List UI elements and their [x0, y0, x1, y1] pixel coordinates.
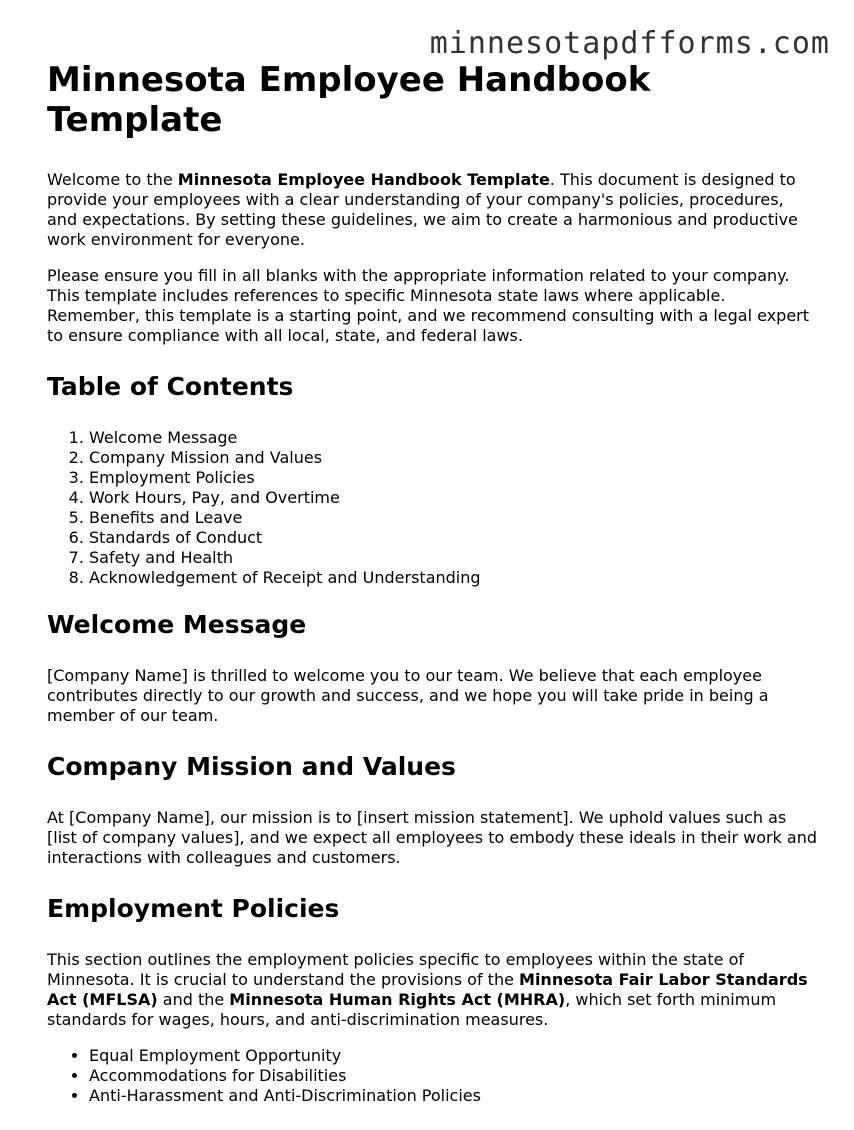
- toc-item: 3. Employment Policies: [89, 468, 817, 488]
- toc-item: 1. Welcome Message: [89, 428, 817, 448]
- intro-bold-title: Minnesota Employee Handbook Template: [177, 170, 550, 189]
- document-page: [47, 60, 817, 1130]
- toc-item: 8. Acknowledgement of Receipt and Understanding: [89, 568, 817, 588]
- policy-item: • Anti-Harassment and Anti-Discrimination Policies: [89, 1086, 817, 1106]
- mhra-bold: Minnesota Human Rights Act (MHRA): [229, 990, 566, 1009]
- toc-item: 4. Work Hours, Pay, and Overtime: [89, 488, 817, 508]
- policy-item: • Accommodations for Disabilities: [89, 1066, 817, 1086]
- toc-item: 7. Safety and Health: [89, 548, 817, 568]
- welcome-heading: Welcome Message: [47, 610, 307, 639]
- policy-item: • Equal Employment Opportunity: [89, 1046, 817, 1066]
- toc-item: 6. Standards of Conduct: [89, 528, 817, 548]
- mflsa-bold: Minnesota Fair Labor Standards Act (MFLSA): [47, 970, 808, 1009]
- welcome-body: [Company Name] is thrilled to welcome you to our team. We believe that each employee contributes directly to our growth and success, and we hope you will take pride in being a member of our team.: [47, 666, 769, 725]
- intro-paragraph-2: Please ensure you fill in all blanks with the appropriate information related to your company. This template includes references to specific Minnesota state laws where applicable. Remember, this template is a starting point, and we recommend consulting with a legal expert to ensure compliance with all local, state, and federal laws.: [47, 266, 810, 345]
- employment-policy-list: [47, 1046, 817, 1106]
- document-title: Minnesota Employee Handbook Template: [47, 60, 651, 140]
- intro-paragraph-1: Welcome to the Minnesota Employee Handbook Template. This document is designed to provide your employees with a clear understanding of your company's policies, procedures, and expectations. By setting these guidelines, we aim to create a harmonious and productive work environment for everyone.: [47, 170, 798, 249]
- toc-item: 5. Benefits and Leave: [89, 508, 817, 528]
- mission-body: At [Company Name], our mission is to [insert mission statement]. We uphold values such as [list of company values], and we expect all employees to embody these ideals in their work and interactions with colleagues and customers.: [47, 808, 818, 867]
- mission-heading: Company Mission and Values: [47, 752, 456, 781]
- toc-list: [47, 428, 817, 588]
- toc-item: 2. Company Mission and Values: [89, 448, 817, 468]
- employment-heading: Employment Policies: [47, 894, 340, 923]
- site-watermark: minnesotapdfforms.com: [429, 26, 830, 61]
- toc-heading: Table of Contents: [47, 372, 294, 401]
- employment-body: This section outlines the employment policies specific to employees within the state of Minnesota. It is crucial to understand the provisions of the Minnesota Fair Labor Standards Act (MFLSA) and the Minnesota Human Rights Act (MHRA), which set forth minimum standards for wages, hours, and anti-discrimination measures.: [47, 950, 808, 1029]
